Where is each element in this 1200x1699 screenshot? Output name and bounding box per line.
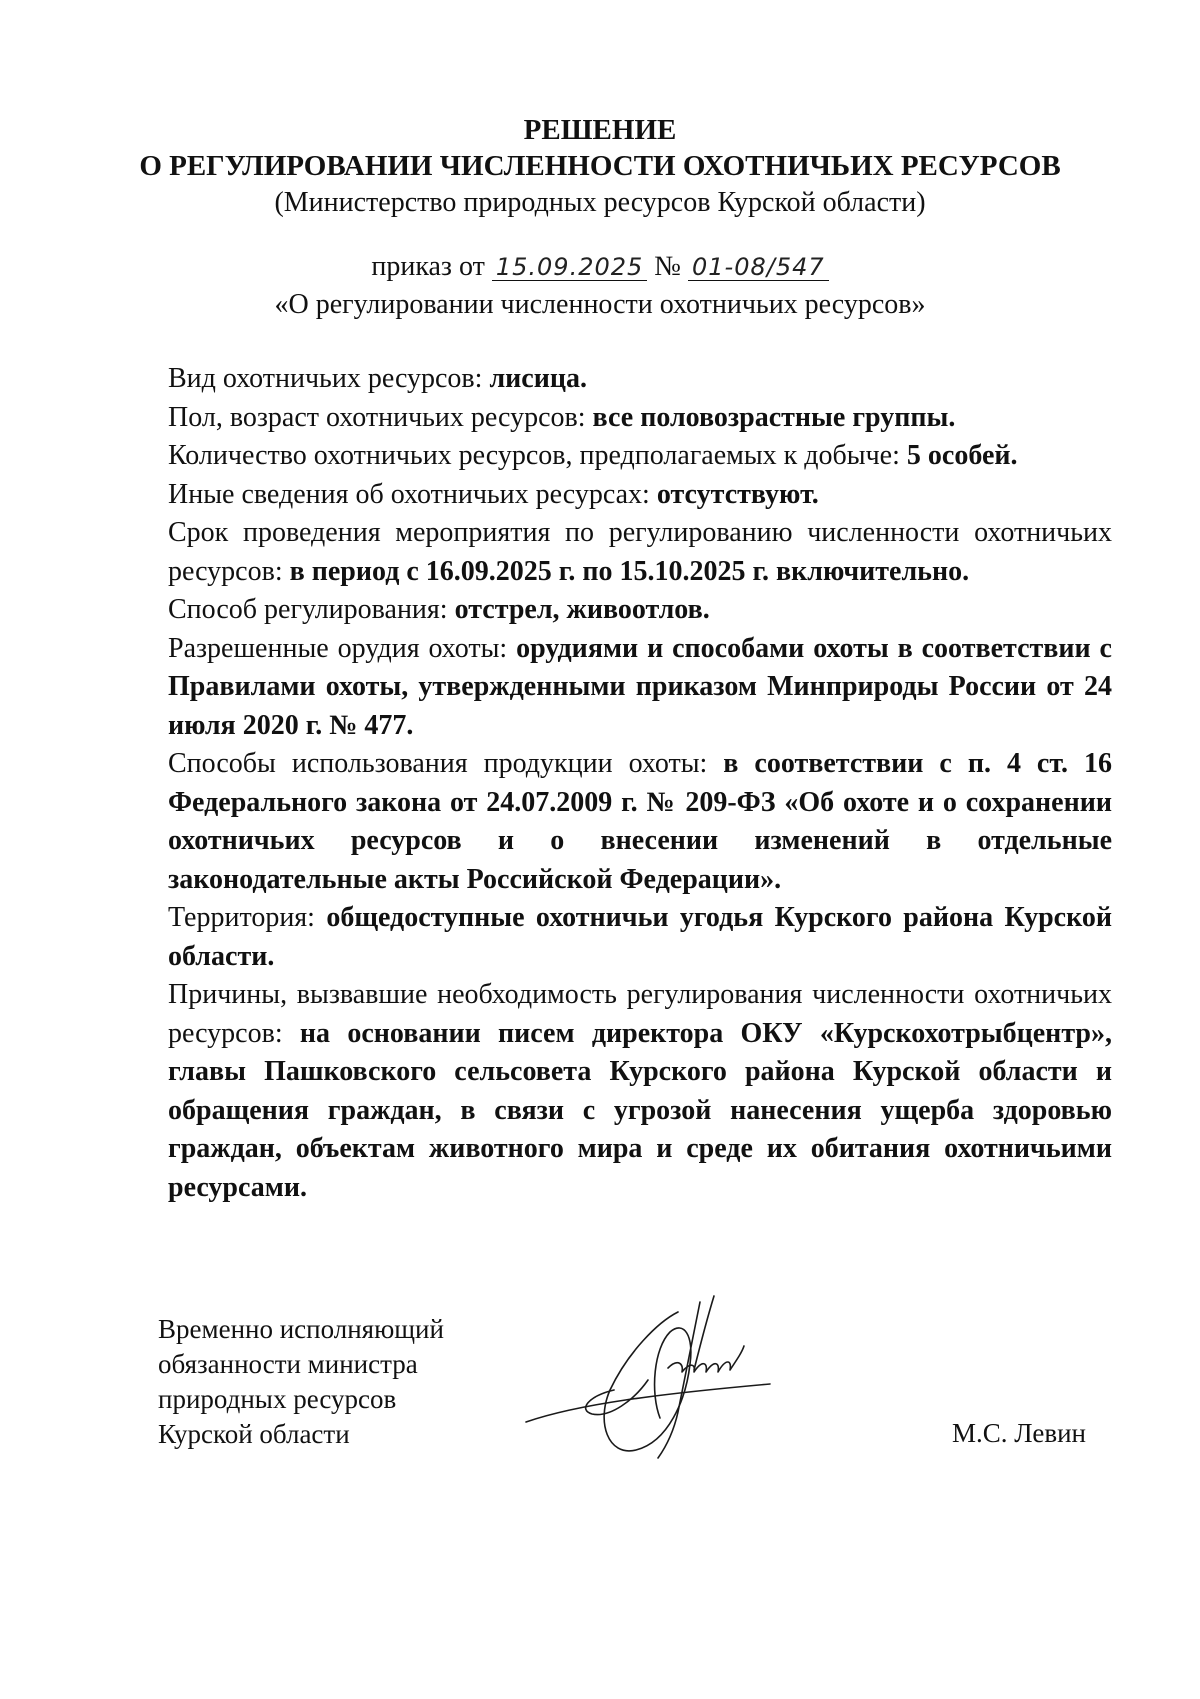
order-number: 01-08/547 [688, 254, 829, 281]
field-period [168, 514, 1112, 591]
field-value: в соответствии с п. 4 ст. 16 Федерального закона от 24.07.2009 г. № 209-ФЗ «Об охоте и о сохранении охотничьих ресурсов и о внесении изменений в отдельные законодательные акты Российской Федерации». [168, 748, 1112, 895]
field-label: Срок проведения мероприятия по регулированию численности охотничьих ресурсов: [168, 517, 1112, 587]
document-header [0, 112, 1200, 222]
field-value: лисица. [489, 363, 587, 394]
field-label: Вид охотничьих ресурсов: [168, 363, 490, 394]
field-value: в период с 16.09.2025 г. по 15.10.2025 г. включительно. [289, 555, 970, 587]
document-subtitle: О РЕГУЛИРОВАНИИ ЧИСЛЕННОСТИ ОХОТНИЧЬИХ РЕСУРСОВ [139, 150, 1061, 182]
signer-position-line: обязанности министра [158, 1349, 418, 1379]
field-quantity [168, 437, 1112, 476]
order-prefix: приказ от [371, 251, 485, 282]
field-hunting-tools [168, 630, 1112, 746]
field-method [168, 591, 1112, 630]
field-value: отстрел, живоотлов. [454, 594, 710, 625]
field-label: Причины, вызвавшие необходимость регулирования численности охотничьих ресурсов: [168, 979, 1112, 1049]
field-label: Способ регулирования: [168, 594, 455, 625]
signature-block [158, 1312, 1118, 1512]
field-value: 5 особей. [906, 440, 1018, 471]
field-territory [168, 899, 1112, 976]
document-title: РЕШЕНИЕ [523, 114, 677, 146]
field-label: Способы использования продукции охоты: [168, 748, 724, 779]
decision-fields [168, 360, 1112, 1207]
signer-position-line: Курской области [158, 1419, 350, 1449]
field-value: общедоступные охотничьи угодья Курского района Курской области. [168, 902, 1113, 972]
field-value: отсутствуют. [656, 478, 819, 510]
order-number-sign: № [654, 251, 681, 282]
field-sex-age [168, 399, 1112, 438]
order-line [0, 248, 1200, 286]
field-product-use [168, 745, 1112, 899]
field-label: Количество охотничьих ресурсов, предполагаемых к добыче: [168, 440, 907, 471]
signer-position-line: природных ресурсов [158, 1384, 397, 1414]
field-value: все половозрастные группы. [592, 401, 956, 433]
field-other-info [168, 476, 1112, 515]
signer-name: М.С. Левин [951, 1418, 1086, 1448]
field-reasons [168, 976, 1112, 1207]
field-label: Территория: [168, 902, 327, 933]
field-label: Иные сведения об охотничьих ресурсах: [168, 478, 657, 510]
handwritten-signature [518, 1272, 838, 1492]
field-label: Разрешенные орудия охоты: [168, 632, 517, 664]
field-value: орудиями и способами охоты в соответствии с Правилами охоты, утвержденными приказом Минприроды России от 24 июля 2020 г. № 477. [168, 632, 1112, 741]
signer-position-line: Временно исполняющий [158, 1314, 444, 1344]
order-date: 15.09.2025 [492, 254, 647, 281]
field-species [168, 360, 1112, 399]
field-value: на основании писем директора ОКУ «Курскохотрыбцентр», главы Пашковского сельсовета Курского района Курской области и обращения граждан, в связи с угрозой нанесения ущерба здоровью граждан, объектам животного мира и среде их обитания охотничьими ресурсами. [168, 1017, 1112, 1203]
order-reference [0, 248, 1200, 324]
order-title: «О регулировании численности охотничьих ресурсов» [274, 289, 926, 320]
ministry-name: (Министерство природных ресурсов Курской области) [274, 187, 926, 218]
signer-position [158, 1312, 444, 1452]
field-label: Пол, возраст охотничьих ресурсов: [168, 401, 593, 433]
